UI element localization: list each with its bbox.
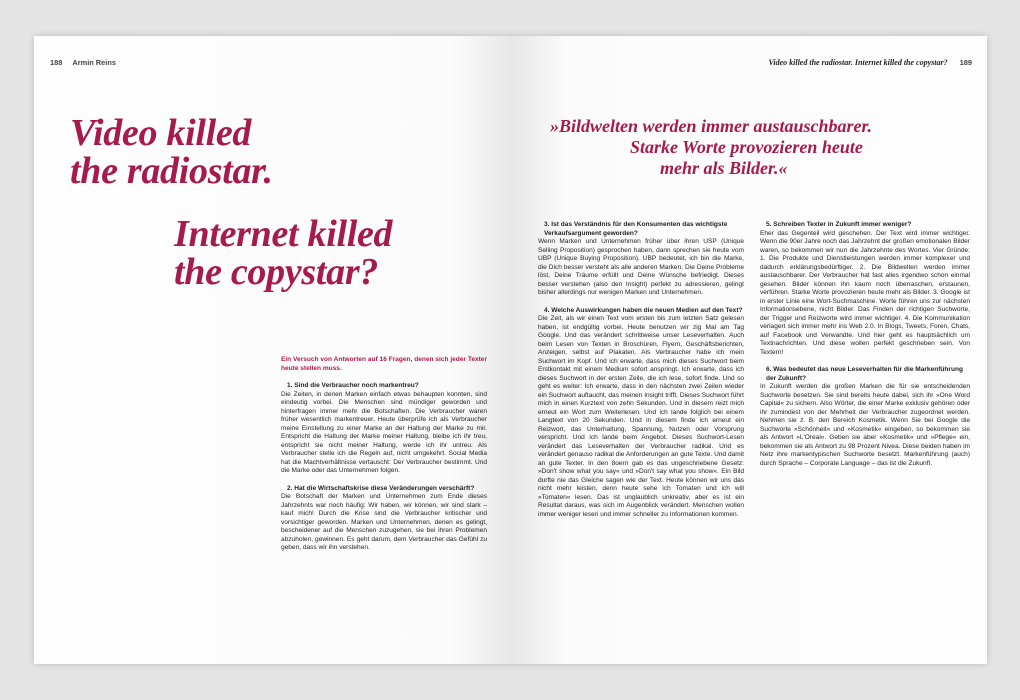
right-text-column-1: [538, 221, 744, 519]
question-3-answer: Wenn Marken und Unternehmen früher über ihren USP (Unique Selling Proposition) gesprochen haben, dann sprechen sie heute vom UBP (Unique Buying Proposition). UBP bedeutet, ich bin die Marke, die Dich besser versteht als alle anderen Marken. Die Deine Probleme löst, Deine Träume erfüllt und Deine Wünsche befriedigt. Dieses besser verstehen (also den Insight) perfekt zu adressieren, gelingt bisher allerdings nur wenigen Marken und Unternehmen.: [538, 238, 744, 296]
headline-line: the copystar?: [174, 251, 379, 293]
pull-quote-line: Starke Worte provozieren heute: [630, 137, 863, 157]
headline-video-killed: [70, 114, 350, 190]
question-3-title: 3. Ist das Verständnis für den Konsumenten das wichtigste Verkaufsargument geworden?: [544, 221, 728, 237]
question-6-answer: In Zukunft werden die großen Marken die für sie entscheidenden Suchworte besetzen. Sie sind bereits heute dabei, sich ihr »One Word Capital« zu sichern. Also Wörter, die einer Marke exklusiv gehören oder ihr zumindest von der Mehrheit der Verbraucher zugeordnet werden. Nehmen sie z. B. den Bereich Kosmetik. Wenn Sie bei Google die Suchworte »Schönheit« und »Kosmetik« eingeben, so bekommen sie als Antwort »L'Oreal«. Geben sie aber »Kosmetik« und »Pflege« ein, bekommen sie als Antwort zu 98 Prozent Nivea. Diese beiden haben im Netz ihre markentypischen Suchworte besetzt. Markenführung (auch) durch Sprache – Corporate Language – das ist die Zukunft.: [760, 383, 970, 467]
right-running-head: [768, 58, 972, 67]
author-name: Armin Reins: [72, 58, 116, 67]
right-text-column-2: [760, 221, 970, 468]
question-4-title: 4. Welche Auswirkungen haben die neuen Medien auf den Text?: [544, 306, 743, 314]
question-5-title: 5. Schreiben Texter in Zukunft immer weniger?: [766, 221, 912, 228]
magazine-spread: [34, 36, 987, 664]
question-2-answer: Die Botschaft der Marken und Unternehmen zum Ende dieses Jahrzehnts war noch häufig: Wir haben, wir können, wir sind stark – kauf mich! Durch die Krise sind die Verbraucher kritischer und vorsichtiger geworden. Marken und Unternehmen, denen es gelingt, bescheidener auf die Menschen zuzugehen, sie bei ihren Problemen abzuholen, gewinnen. Es geht darum, dem Verbraucher das Gefühl zu geben, dass wir ihn verstehen.: [281, 493, 487, 551]
question-1-title: 1. Sind die Verbraucher noch markentreu?: [287, 382, 419, 389]
pull-quote-line: »Bildwelten werden immer austauschbarer.: [550, 116, 873, 136]
headline-internet-killed: [174, 215, 474, 291]
question-1-answer: Die Zeiten, in denen Marken einfach etwas behaupten konnten, sind eindeutig vorbei. Die Menschen sind mündiger geworden und hinterfragen immer mehr die Botschaften. Die Verbraucher waren früher wesentlich markentreuer. Heute überprüfe ich als Verbraucher meine Einstellung zu einer Marke an der Haltung der Marke zu mir. Entspricht die Haltung der Marke meiner Haltung, bleibe ich ihr treu, entspricht sie nicht meiner Haltung, werde ich ihr untreu. Als Verbraucher stelle ich die Regeln auf, nicht umgekehrt. Social Media hat die Machtverhältnisse vertauscht: Der Verbraucher bestimmt. Und die Marke oder das Unternehmen folgen.: [281, 390, 487, 474]
question-5-answer: Eher das Gegenteil wird geschehen. Der Text wird immer wichtiger. Wenn die 90er Jahre noch das Jahrzehnt der großen emotionalen Bilder waren, so bekommen wir nun die Jahrzehnte des Wortes. Vier Gründe: 1. Die Produkte und Dienstleistungen werden immer komplexer und dadurch erklärungsbedürftiger. 2. Die Bildwelten werden immer austauschbarer. Der Verbraucher hat fast alles irgendwo schon einmal gesehen. Bilder können ihn kaum noch überraschen, erstaunen, verführen. Starke Worte provozieren heute mehr als Bilder. 3. Google ist in erster Linie eine Wort-Suchmaschine. Worte führen uns zur nächsten Informationsebene, nicht Bilder. Das Finden der richtigen Suchworte, der Trigger und Reizworte wird immer wichtiger. 4. Die Kommunikation verlagert sich immer mehr ins Web 2.0. In Blogs, Tweets, Foren, Chats, auf Facebook und Verwandte. Und hier geht es hauptsächlich um Textnachrichten. Und diese wollen perfekt geschrieben sein. Von Textern!: [760, 229, 970, 356]
pull-quote: [550, 116, 960, 179]
right-page-number: 189: [959, 58, 972, 67]
headline-line: the radiostar.: [70, 150, 273, 192]
headline-line: Video killed: [70, 112, 252, 154]
right-page: [510, 36, 987, 664]
intro-text: Ein Versuch von Antworten auf 16 Fragen, denen sich jeder Texter heute stellen muss.: [281, 356, 487, 372]
left-running-head: [50, 58, 116, 67]
question-6-title: 6. Was bedeutet das neue Leseverhalten für die Markenführung der Zukunft?: [766, 366, 963, 382]
left-page-number: 188: [50, 58, 63, 67]
headline-line: Internet killed: [174, 213, 393, 255]
left-page: [34, 36, 510, 664]
running-title: Video killed the radiostar. Internet killed the copystar?: [768, 58, 948, 67]
question-2-title: 2. Hat die Wirtschaftskrise diese Veränderungen verschärft?: [287, 484, 475, 492]
pull-quote-line: mehr als Bilder.«: [660, 158, 788, 178]
question-4-answer: Die Zeit, als wir einen Text vom ersten bis zum letzten Satz gelesen haben, ist endgültig vorbei. Heute benutzen wir zig Mal am Tag Google. Und das verändert schrittweise unser Leseverhalten. Auch beim Lesen von Texten in Broschüren, Flyern, Geschäftsberichten, Anzeigen, selbst auf Plakaten. Als Verbraucher habe ich mein Suchwort im Kopf. Und ich erwarte, dass mich dieses Suchwort beim Erstkontakt mit einem Medium sofort anspringt. Ich erwarte, dass ich dieses Suchwort in der ersten Zeile, die ich lese, sofort finde. Und so geht es weiter: Ich erwarte, dass in den nächsten zwei Zeilen wieder ein Suchwort auftaucht, das meinen Insight trifft. Dieses Suchwort führt mich in einen Kurztext von zehn Sekunden. Und in diesem reizt mich erneut ein Wort zum Weiterlesen. Und ich lande folglich bei einem Langtext von 20 Sekunden. Und in diesem finde ich erneut ein Reizwort, das Unterhaltung, Spannung, Nutzen oder Vorsprung verspricht. Und ich lande beim Angebot. Dieses Suchwort-Lesen verändert das Leseverhalten der Verbraucher radikal. Und es verändert genauso radikal die Anforderungen an gute Texte. Und damit an gute Texter. In den 8oern gab es das ungeschriebene Gesetz: »Don't show what you say« und »Don't say what you show«. Ein Bild durfte nie das Gleiche sagen wie der Text. Heute können wir uns das nicht mehr leisten, denn heute sehe ich Tomaten und ich will »Tomaten« lesen. Das ist unglaublich unkreativ, aber es ist ein Resultat daraus, was sich im Augenblick verändert. Menschen wollen immer weniger lesen und immer schneller zu Informationen kommen.: [538, 315, 744, 518]
left-text-column: [281, 356, 487, 553]
